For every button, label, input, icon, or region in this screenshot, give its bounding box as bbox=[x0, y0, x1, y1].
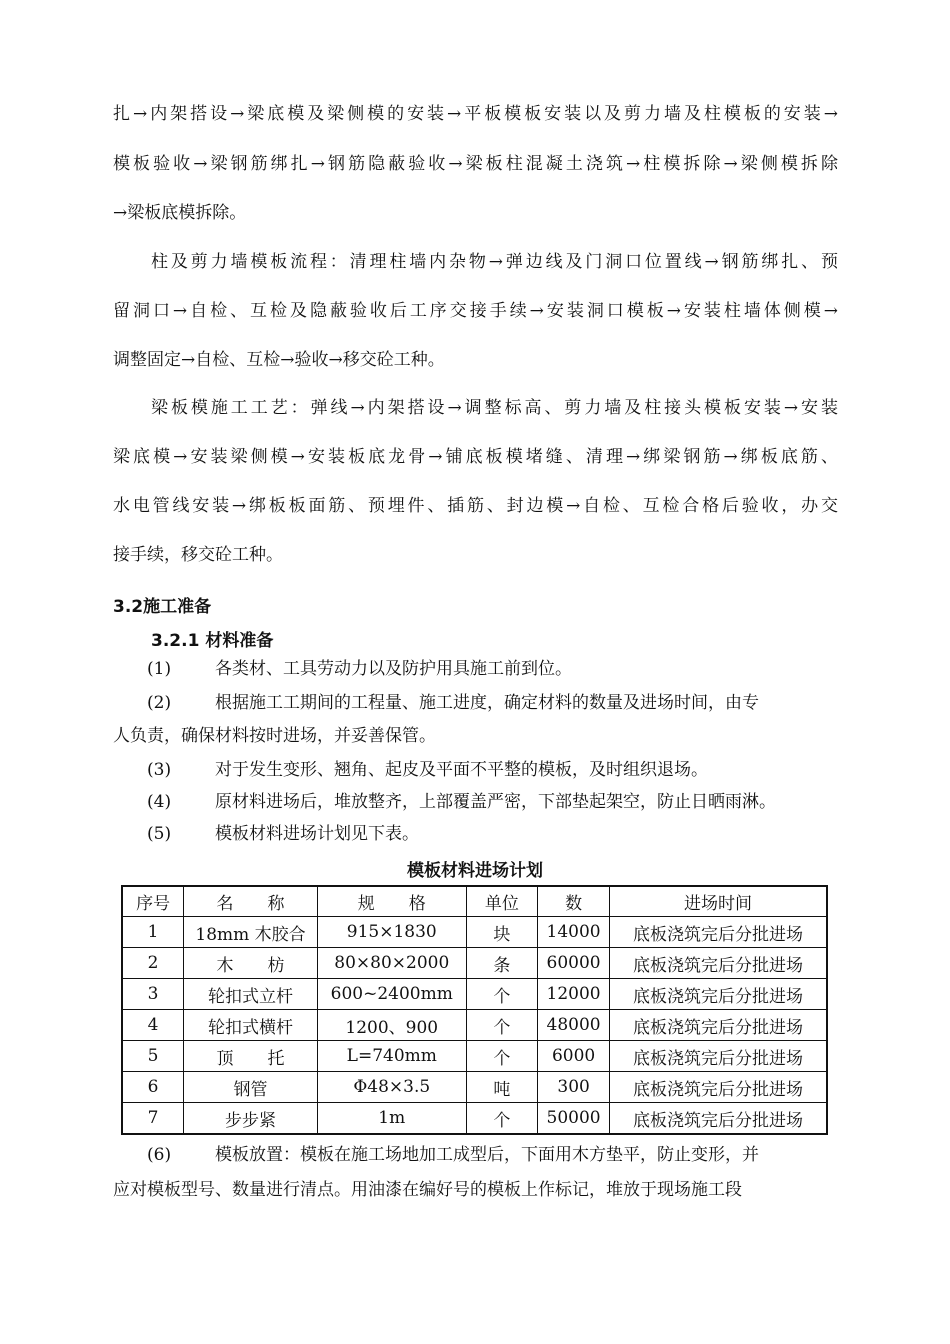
table-cell: 14000 bbox=[538, 917, 610, 948]
item-continuation: 应对模板型号、数量进行清点。用油漆在编好号的模板上作标记，堆放于现场施工段 bbox=[113, 1180, 742, 1200]
header-cell: 进场时间 bbox=[610, 886, 828, 917]
table-cell: 底板浇筑完后分批进场 bbox=[610, 1010, 828, 1041]
table-cell: 18mm 木胶合 bbox=[184, 917, 318, 948]
table-cell: 600~2400mm bbox=[317, 979, 466, 1010]
table-row bbox=[122, 1041, 827, 1072]
table-cell: 915×1830 bbox=[317, 917, 466, 948]
table-cell: 底板浇筑完后分批进场 bbox=[610, 979, 828, 1010]
table-cell: 个 bbox=[466, 1041, 538, 1072]
material-plan-table bbox=[121, 885, 828, 1135]
table-row bbox=[122, 948, 827, 979]
list-item bbox=[147, 693, 759, 713]
table-cell: 7 bbox=[122, 1103, 184, 1135]
table-cell: 步步紧 bbox=[184, 1103, 318, 1135]
list-item bbox=[147, 1145, 759, 1165]
table-cell: 5 bbox=[122, 1041, 184, 1072]
paragraph-line: 接手续，移交砼工种。 bbox=[113, 545, 283, 565]
header-cell: 单位 bbox=[466, 886, 538, 917]
item-number: (5) bbox=[147, 824, 172, 844]
table-cell: 顶 托 bbox=[184, 1041, 318, 1072]
item-continuation: 人负责，确保材料按时进场，并妥善保管。 bbox=[113, 726, 436, 746]
list-item bbox=[147, 792, 776, 812]
header-cell: 名 称 bbox=[184, 886, 318, 917]
item-number: (2) bbox=[147, 693, 172, 713]
table-cell: 6000 bbox=[538, 1041, 610, 1072]
item-text: 对于发生变形、翘角、起皮及平面不平整的模板，及时组织退场。 bbox=[215, 760, 708, 780]
paragraph-line: 梁底模→安装梁侧模→安装板底龙骨→铺底板模堵缝、清理→绑梁钢筋→绑板底筋、 bbox=[113, 447, 838, 467]
item-text: 根据施工工期间的工程量、施工进度，确定材料的数量及进场时间，由专 bbox=[215, 693, 759, 713]
table-cell: 6 bbox=[122, 1072, 184, 1103]
table-cell: 个 bbox=[466, 1010, 538, 1041]
header-cell: 数 bbox=[538, 886, 610, 917]
item-text: 原材料进场后，堆放整齐，上部覆盖严密，下部垫起架空，防止日晒雨淋。 bbox=[215, 792, 776, 812]
item-text: 模板材料进场计划见下表。 bbox=[215, 824, 419, 844]
paragraph-line: 扎→内架搭设→梁底模及梁侧模的安装→平板模板安装以及剪力墙及柱模板的安装→ bbox=[113, 104, 838, 124]
table-cell: 个 bbox=[466, 1103, 538, 1135]
item-text: 各类材、工具劳动力以及防护用具施工前到位。 bbox=[215, 659, 572, 679]
list-item bbox=[147, 659, 572, 679]
table-cell: 1 bbox=[122, 917, 184, 948]
table-cell: 条 bbox=[466, 948, 538, 979]
item-number: (6) bbox=[147, 1145, 172, 1165]
table-row bbox=[122, 1103, 827, 1135]
table-cell: 3 bbox=[122, 979, 184, 1010]
table-cell: 轮扣式立杆 bbox=[184, 979, 318, 1010]
table-row bbox=[122, 1010, 827, 1041]
table-cell: 60000 bbox=[538, 948, 610, 979]
paragraph-line: 留洞口→自检、互检及隐蔽验收后工序交接手续→安装洞口模板→安装柱墙体侧模→ bbox=[113, 301, 838, 321]
paragraph-line: 模板验收→梁钢筋绑扎→钢筋隐蔽验收→梁板柱混凝土浇筑→柱模拆除→梁侧模拆除 bbox=[113, 154, 838, 174]
table-cell: 底板浇筑完后分批进场 bbox=[610, 917, 828, 948]
table-cell: 2 bbox=[122, 948, 184, 979]
table-header-row bbox=[122, 886, 827, 917]
table-row bbox=[122, 1072, 827, 1103]
table-cell: 块 bbox=[466, 917, 538, 948]
subsection-heading: 3.2.1 材料准备 bbox=[151, 631, 274, 651]
table-cell: 底板浇筑完后分批进场 bbox=[610, 1072, 828, 1103]
table-cell: 4 bbox=[122, 1010, 184, 1041]
table-cell: 50000 bbox=[538, 1103, 610, 1135]
item-text: 模板放置：模板在施工场地加工成型后，下面用木方垫平，防止变形，并 bbox=[215, 1145, 759, 1165]
section-heading: 3.2施工准备 bbox=[113, 597, 212, 617]
paragraph-line: 柱及剪力墙模板流程：清理柱墙内杂物→弹边线及门洞口位置线→钢筋绑扎、预 bbox=[151, 252, 838, 272]
table-title: 模板材料进场计划 bbox=[407, 861, 543, 881]
table-row bbox=[122, 917, 827, 948]
item-number: (1) bbox=[147, 659, 172, 679]
table-cell: 80×80×2000 bbox=[317, 948, 466, 979]
paragraph-line: 水电管线安装→绑板板面筋、预埋件、插筋、封边模→自检、互检合格后验收，办交 bbox=[113, 496, 838, 516]
table-cell: 12000 bbox=[538, 979, 610, 1010]
header-cell: 序号 bbox=[122, 886, 184, 917]
table-cell: 轮扣式横杆 bbox=[184, 1010, 318, 1041]
table-cell: 底板浇筑完后分批进场 bbox=[610, 1041, 828, 1072]
paragraph-line: 梁板模施工工艺：弹线→内架搭设→调整标高、剪力墙及柱接头模板安装→安装 bbox=[151, 398, 838, 418]
table-cell: 底板浇筑完后分批进场 bbox=[610, 948, 828, 979]
table-cell: 300 bbox=[538, 1072, 610, 1103]
table-cell: 个 bbox=[466, 979, 538, 1010]
header-cell: 规 格 bbox=[317, 886, 466, 917]
table-cell: 1200、900 bbox=[317, 1010, 466, 1041]
paragraph-line: →梁板底模拆除。 bbox=[113, 203, 247, 223]
table-row bbox=[122, 979, 827, 1010]
table-cell: 木 枋 bbox=[184, 948, 318, 979]
table-cell: 48000 bbox=[538, 1010, 610, 1041]
item-number: (3) bbox=[147, 760, 172, 780]
table-cell: 吨 bbox=[466, 1072, 538, 1103]
table-cell: L=740mm bbox=[317, 1041, 466, 1072]
table-cell: Φ48×3.5 bbox=[317, 1072, 466, 1103]
table-cell: 1m bbox=[317, 1103, 466, 1135]
list-item bbox=[147, 824, 419, 844]
item-number: (4) bbox=[147, 792, 172, 812]
table-cell: 底板浇筑完后分批进场 bbox=[610, 1103, 828, 1135]
table-cell: 钢管 bbox=[184, 1072, 318, 1103]
list-item bbox=[147, 760, 708, 780]
paragraph-line: 调整固定→自检、互检→验收→移交砼工种。 bbox=[113, 350, 445, 370]
